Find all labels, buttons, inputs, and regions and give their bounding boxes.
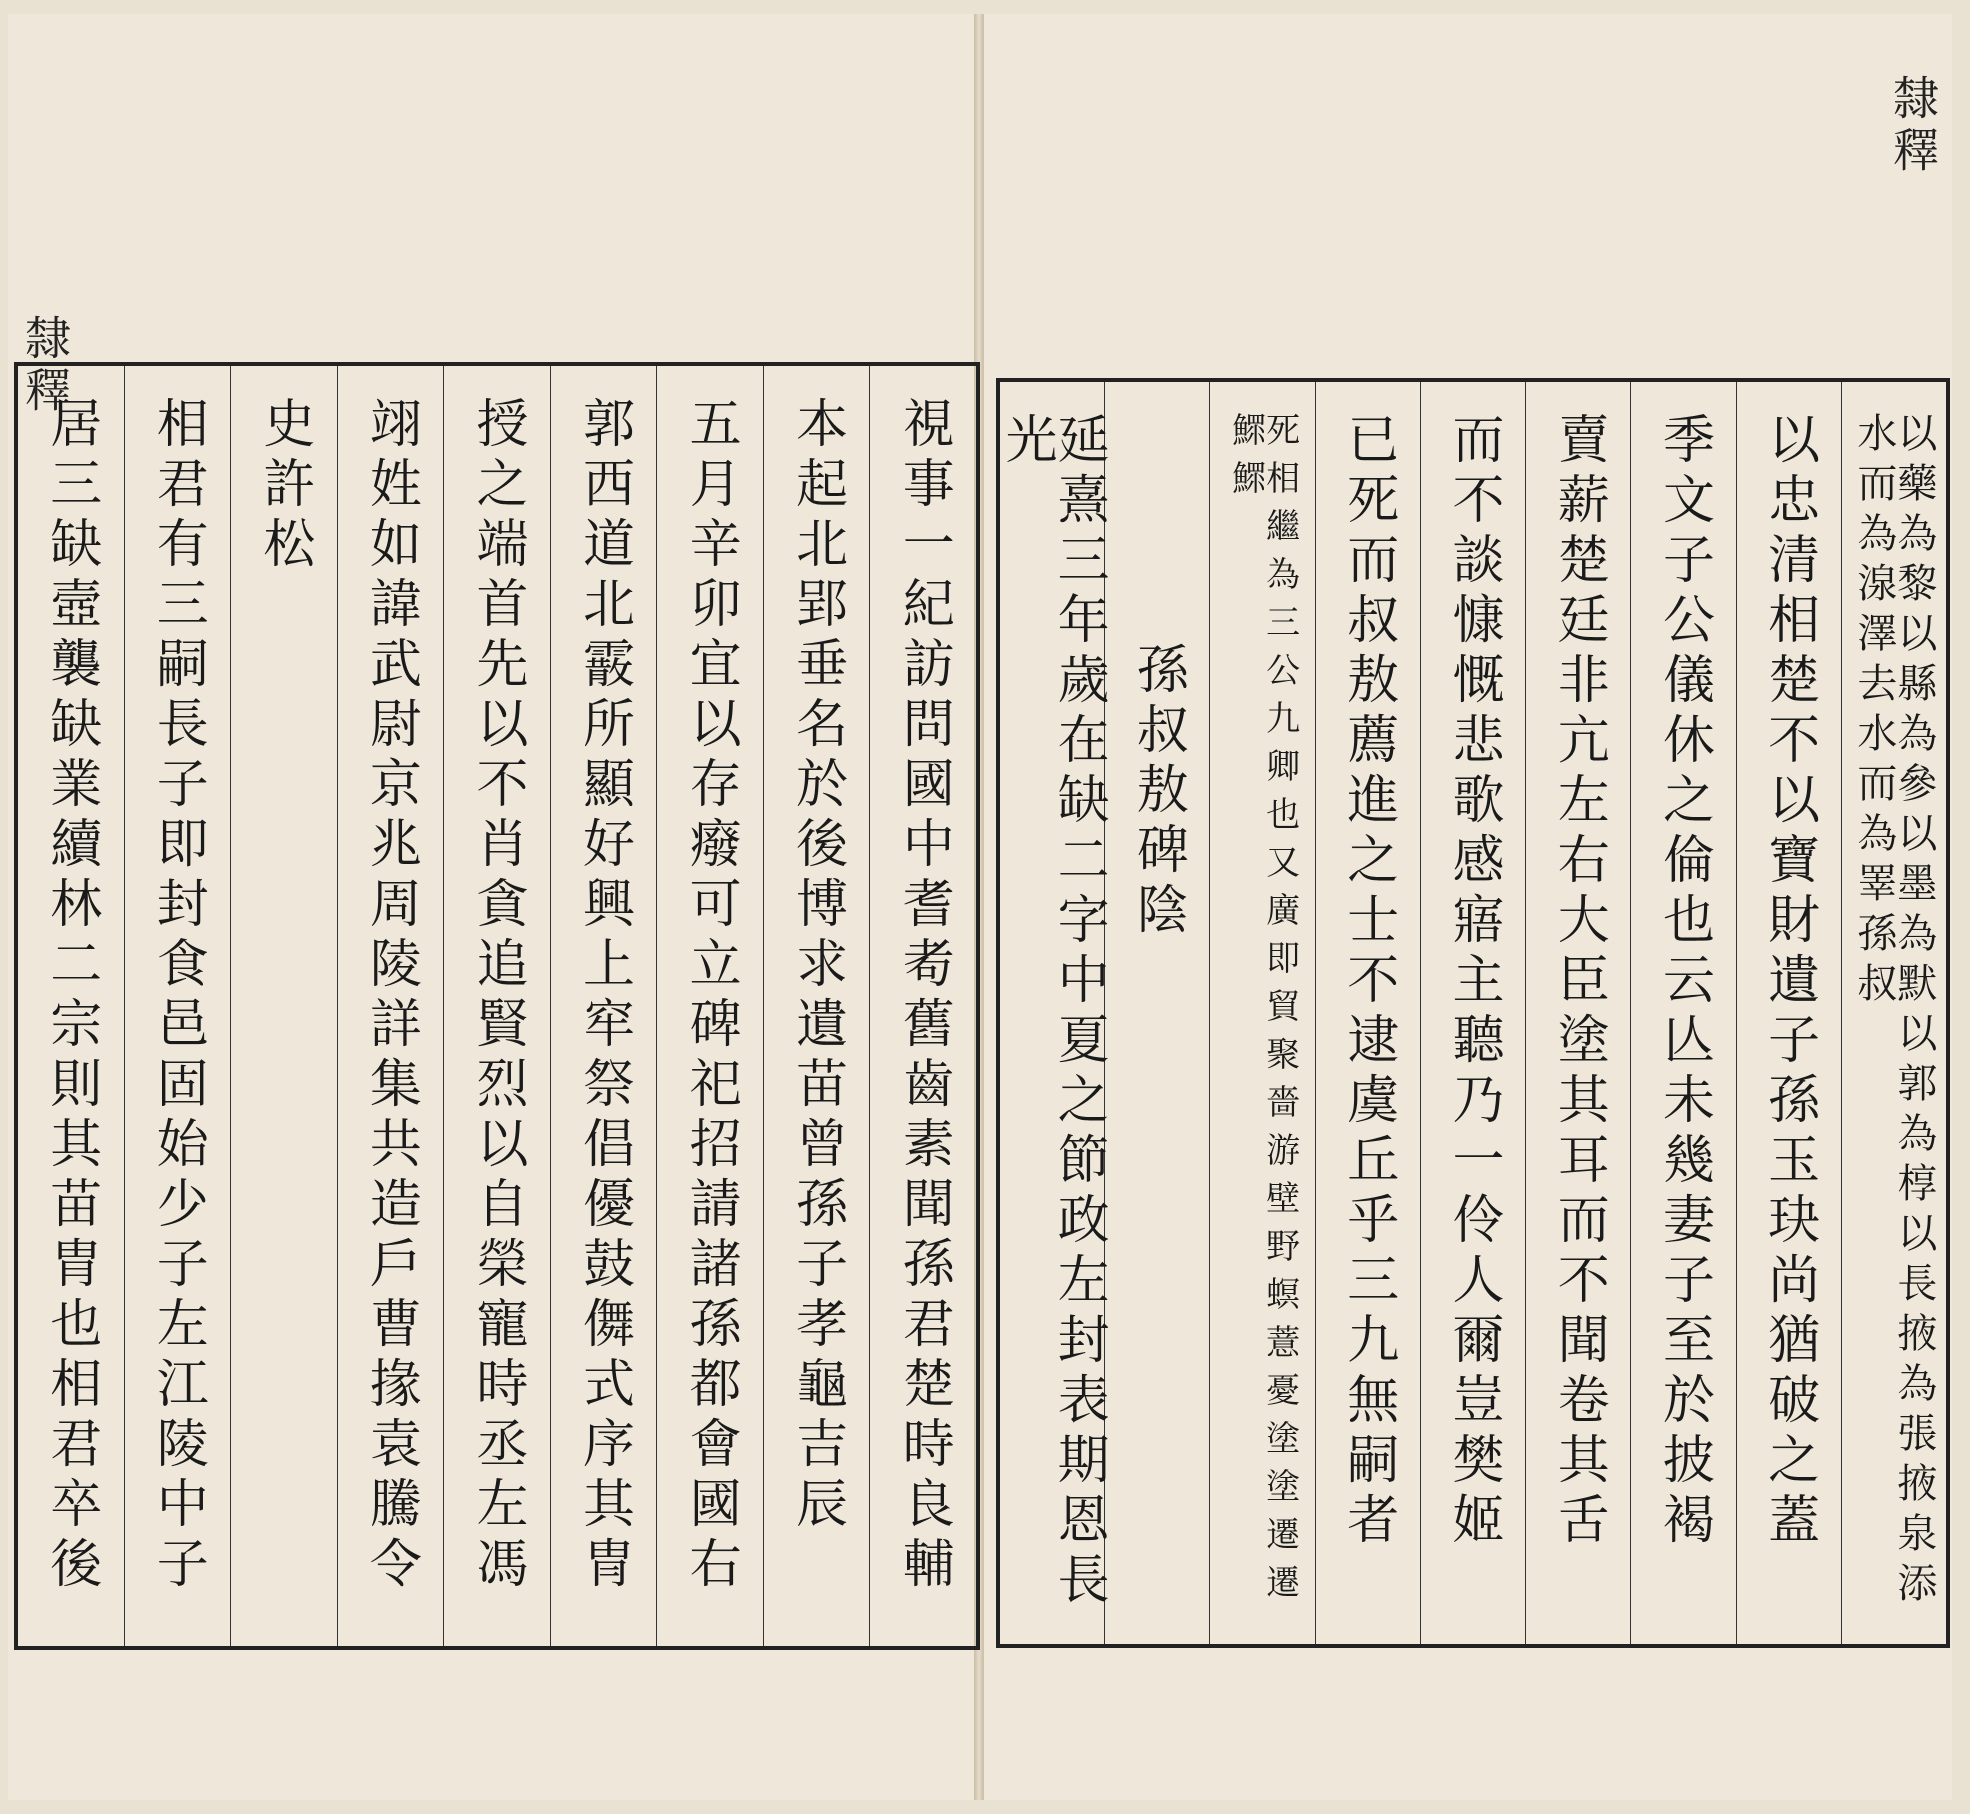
right-column-title: 孫叔敖碑陰 bbox=[1104, 382, 1209, 1644]
left-column-4: 郭西道北霰所顯好興上窂祭倡優鼓儛式序其冑 bbox=[550, 366, 657, 1646]
right-columns bbox=[996, 382, 1946, 1644]
left-column-5: 授之端首先以不肖貪追賢烈以自榮寵時丞左馮 bbox=[443, 366, 550, 1646]
left-text-frame bbox=[14, 362, 980, 1650]
right-text-frame bbox=[996, 378, 1950, 1648]
left-column-3: 五月辛卯宜以存癈可立碑祀招請諸孫都會國右 bbox=[656, 366, 763, 1646]
left-column-7: 史許松 bbox=[230, 366, 337, 1646]
left-column-6: 翊姓如諱武尉京兆周陵詳集共造戶曹掾袁騰令 bbox=[337, 366, 444, 1646]
right-column-3: 季文子公儀休之倫也云亾未幾妻子至於披褐 bbox=[1630, 382, 1735, 1644]
left-margin-title: 隸釋 bbox=[18, 314, 72, 418]
left-column-1: 視事一紀訪問國中耆耇舊齒素聞孫君楚時良輔 bbox=[869, 366, 976, 1646]
right-column-5: 而不談慷慨悲歌感寤主聽乃一伶人爾豈樊姬 bbox=[1420, 382, 1525, 1644]
left-column-9: 居三缺壼襲缺業續林二宗則其苗胄也相君卒後 bbox=[40, 396, 101, 1596]
left-column-8: 相君有三嗣長子即封食邑固始少子左江陵中子 bbox=[124, 366, 231, 1646]
right-column-6: 已死而叔敖薦進之士不逮虞丘乎三九無嗣者 bbox=[1315, 382, 1420, 1644]
right-column-7: 死相繼為三公九卿也又廣即貿聚嗇游壁野螟薏憂塗塗遷遷鰥鰥 bbox=[1209, 382, 1314, 1644]
right-column-9: 延熹三年歲在缺二字中夏之節政左封表期恩長光 bbox=[996, 412, 1109, 1612]
left-column-2: 本起北郢垂名於後博求遺苗曾孫子孝龜吉辰 bbox=[763, 366, 870, 1646]
right-column-2: 以忠清相楚不以寶財遺子孫玉玦尚猶破之蓋 bbox=[1736, 382, 1841, 1644]
right-margin-title: 隸釋 bbox=[1886, 74, 1940, 178]
right-column-1: 以藥為黎以縣為參以墨為默以郭為椁以長掖為張掖泉添水而為湶澤去水而為睪孫叔 bbox=[1841, 382, 1946, 1644]
right-column-4: 賣薪楚廷非亢左右大臣塗其耳而不聞卷其舌 bbox=[1525, 382, 1630, 1644]
left-columns bbox=[18, 366, 976, 1646]
